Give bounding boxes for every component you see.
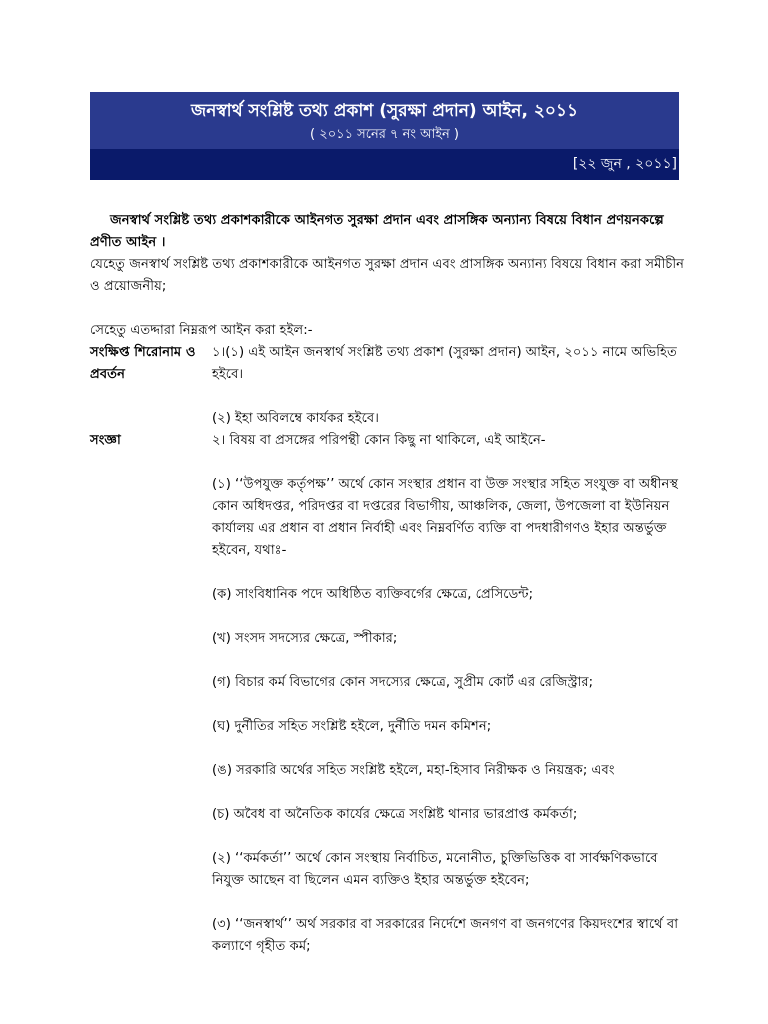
definition-3: (৩) ‘‘জনস্বার্থ’’ অর্থ সরকার বা সরকারের নির্দেশে জনগণ বা জনগণের কিয়দংশের স্বার্থে বা কল্যাণে গৃহীত কর্ম; (212, 917, 679, 954)
header-title-band (90, 92, 679, 149)
act-number: ( ২০১১ সনের ৭ নং আইন ) (310, 127, 459, 142)
preamble-whereas: যেহেতু জনস্বার্থ সংশ্লিষ্ট তথ্য প্রকাশকারীকে আইনগত সুরক্ষা প্রদান এবং প্রাসঙ্গিক অন্যান্য বিষয়ে বিধান করা সমীচীন ও প্রয়োজনীয়; (90, 257, 684, 294)
section-2 (90, 430, 690, 958)
list-item: (গ) বিচার কর্ম বিভাগের কোন সদস্যের ক্ষেত্রে, সুপ্রীম কোর্ট এর রেজিস্ট্রার; (212, 675, 594, 690)
document-body (90, 210, 690, 958)
list-item: (চ) অবৈধ বা অনৈতিক কার্যের ক্ষেত্রে সংশ্লিষ্ট থানার ভারপ্রাপ্ত কর্মকর্তা; (212, 807, 578, 822)
header-date-band (90, 149, 679, 180)
list-item: (খ) সংসদ সদস্যের ক্ষেত্রে, স্পীকার; (212, 631, 398, 646)
list-item: (ক) সাংবিধানিক পদে অধিষ্ঠিত ব্যক্তিবর্গের ক্ষেত্রে, প্রেসিডেন্ট; (212, 587, 534, 602)
definition-2: (২) ‘‘কর্মকর্তা’’ অর্থে কোন সংস্থায় নির্বাচিত, মনোনীত, চুক্তিভিত্তিক বা সার্বক্ষণিকভাবে নিযুক্ত আছেন বা ছিলেন এমন ব্যক্তিও ইহার অন্তর্ভুক্ত হইবেন; (212, 851, 658, 888)
section-1-text-2: (২) ইহা অবিলম্বে কার্যকর হইবে। (212, 411, 379, 426)
act-date: [২২ জুন , ২০১১] (572, 156, 677, 172)
list-item: (ঙ) সরকারি অর্থের সহিত সংশ্লিষ্ট হইলে, মহা-হিসাব নিরীক্ষক ও নিয়ন্ত্রক; এবং (212, 763, 615, 778)
section-2-intro: ২। বিষয় বা প্রসঙ্গের পরিপন্থী কোন কিছু না থাকিলে, এই আইনে- (212, 433, 546, 448)
section-1-text-1: ১।(১) এই আইন জনস্বার্থ সংশ্লিষ্ট তথ্য প্রকাশ (সুরক্ষা প্রদান) আইন, ২০১১ নামে অভিহিত হইবে। (212, 345, 677, 382)
section-2-label: সংজ্ঞা (90, 433, 121, 448)
document-header (90, 92, 679, 180)
act-title: জনস্বার্থ সংশ্লিষ্ট তথ্য প্রকাশ (সুরক্ষা প্রদান) আইন, ২০১১ (190, 101, 578, 121)
section-1-label: সংক্ষিপ্ত শিরোনাম ও প্রবর্তন (90, 345, 196, 382)
definition-1: (১) ‘‘উপযুক্ত কর্তৃপক্ষ’’ অর্থে কোন সংস্থার প্রধান বা উক্ত সংস্থার সহিত সংযুক্ত বা অধীনস্থ কোন অধিদপ্তর, পরিদপ্তর বা দপ্তরের বিভাগীয়, আঞ্চলিক, জেলা, উপজেলা বা ইউনিয়ন কার্যালয় এর প্রধান বা প্রধান নির্বাহী এবং নিম্নবর্ণিত ব্যক্তি বা পদধারীগণও ইহার অন্তর্ভুক্ত হইবেন, যথাঃ- (212, 477, 679, 558)
list-item: (ঘ) দুর্নীতির সহিত সংশ্লিষ্ট হইলে, দুর্নীতি দমন কমিশন; (212, 719, 492, 734)
preamble-enacted: সেহেতু এতদ্দারা নিম্নরূপ আইন করা হইল:- (90, 323, 313, 338)
section-1 (90, 342, 690, 430)
preamble-heading: জনস্বার্থ সংশ্লিষ্ট তথ্য প্রকাশকারীকে আইনগত সুরক্ষা প্রদান এবং প্রাসঙ্গিক অন্যান্য বিষয়ে বিধান প্রণয়নকল্পে প্রণীত আইন । (90, 213, 664, 250)
